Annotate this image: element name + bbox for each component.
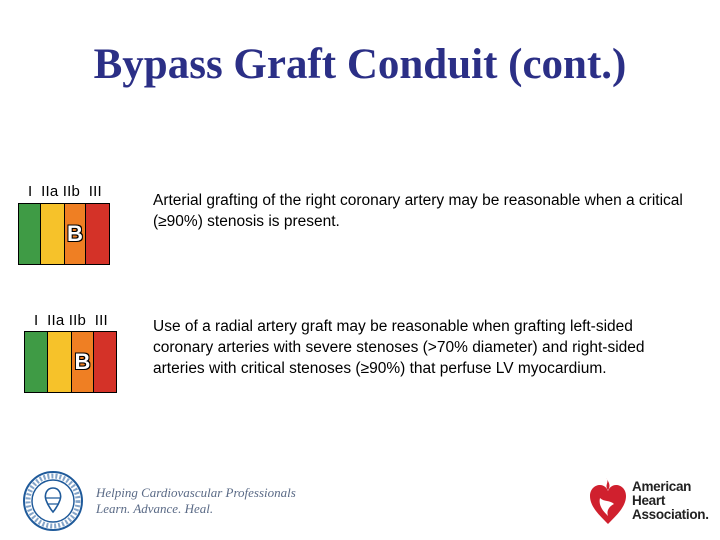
aha-wordmark [632,480,709,522]
class-header: I IIa IIb III [28,183,102,200]
class-header: I IIa IIb III [34,312,108,329]
class-iii-bar [93,331,117,393]
aha-line3: Association. [632,507,709,522]
slide-title: Bypass Graft Conduit (cont.) [93,41,627,88]
class-level-box [18,203,109,265]
class-iii-bar [85,203,110,265]
aha-line1: American [632,479,692,494]
acc-tagline [96,485,296,517]
acc-tagline-line2: Learn. Advance. Heal. [96,501,214,516]
aha-logo [588,476,709,526]
level-of-evidence: B [67,221,83,246]
acc-seal-icon [22,470,84,532]
class-iib-bar [71,331,94,393]
recommendation-text: Use of a radial artery graft may be reasonable when grafting left-sided coronary arteries with severe stenoses (>70% diameter) and right-sided arteries with critical stenoses (≥90%) that perfuse LV myocardium. [153,318,645,377]
heart-torch-icon [588,476,628,526]
aha-line2: Heart [632,493,666,508]
class-iia-bar [47,331,72,393]
class-i-bar [24,331,48,393]
class-level-box [24,331,116,393]
acc-tagline-line1: Helping Cardiovascular Professionals [96,485,296,500]
level-of-evidence: B [74,349,91,374]
class-i-bar [18,203,41,265]
recommendation-text: Arterial grafting of the right coronary artery may be reasonable when a critical (≥90%) stenosis is present. [153,192,683,230]
class-iib-bar [64,203,86,265]
acc-logo [22,470,296,532]
class-iia-bar [40,203,65,265]
